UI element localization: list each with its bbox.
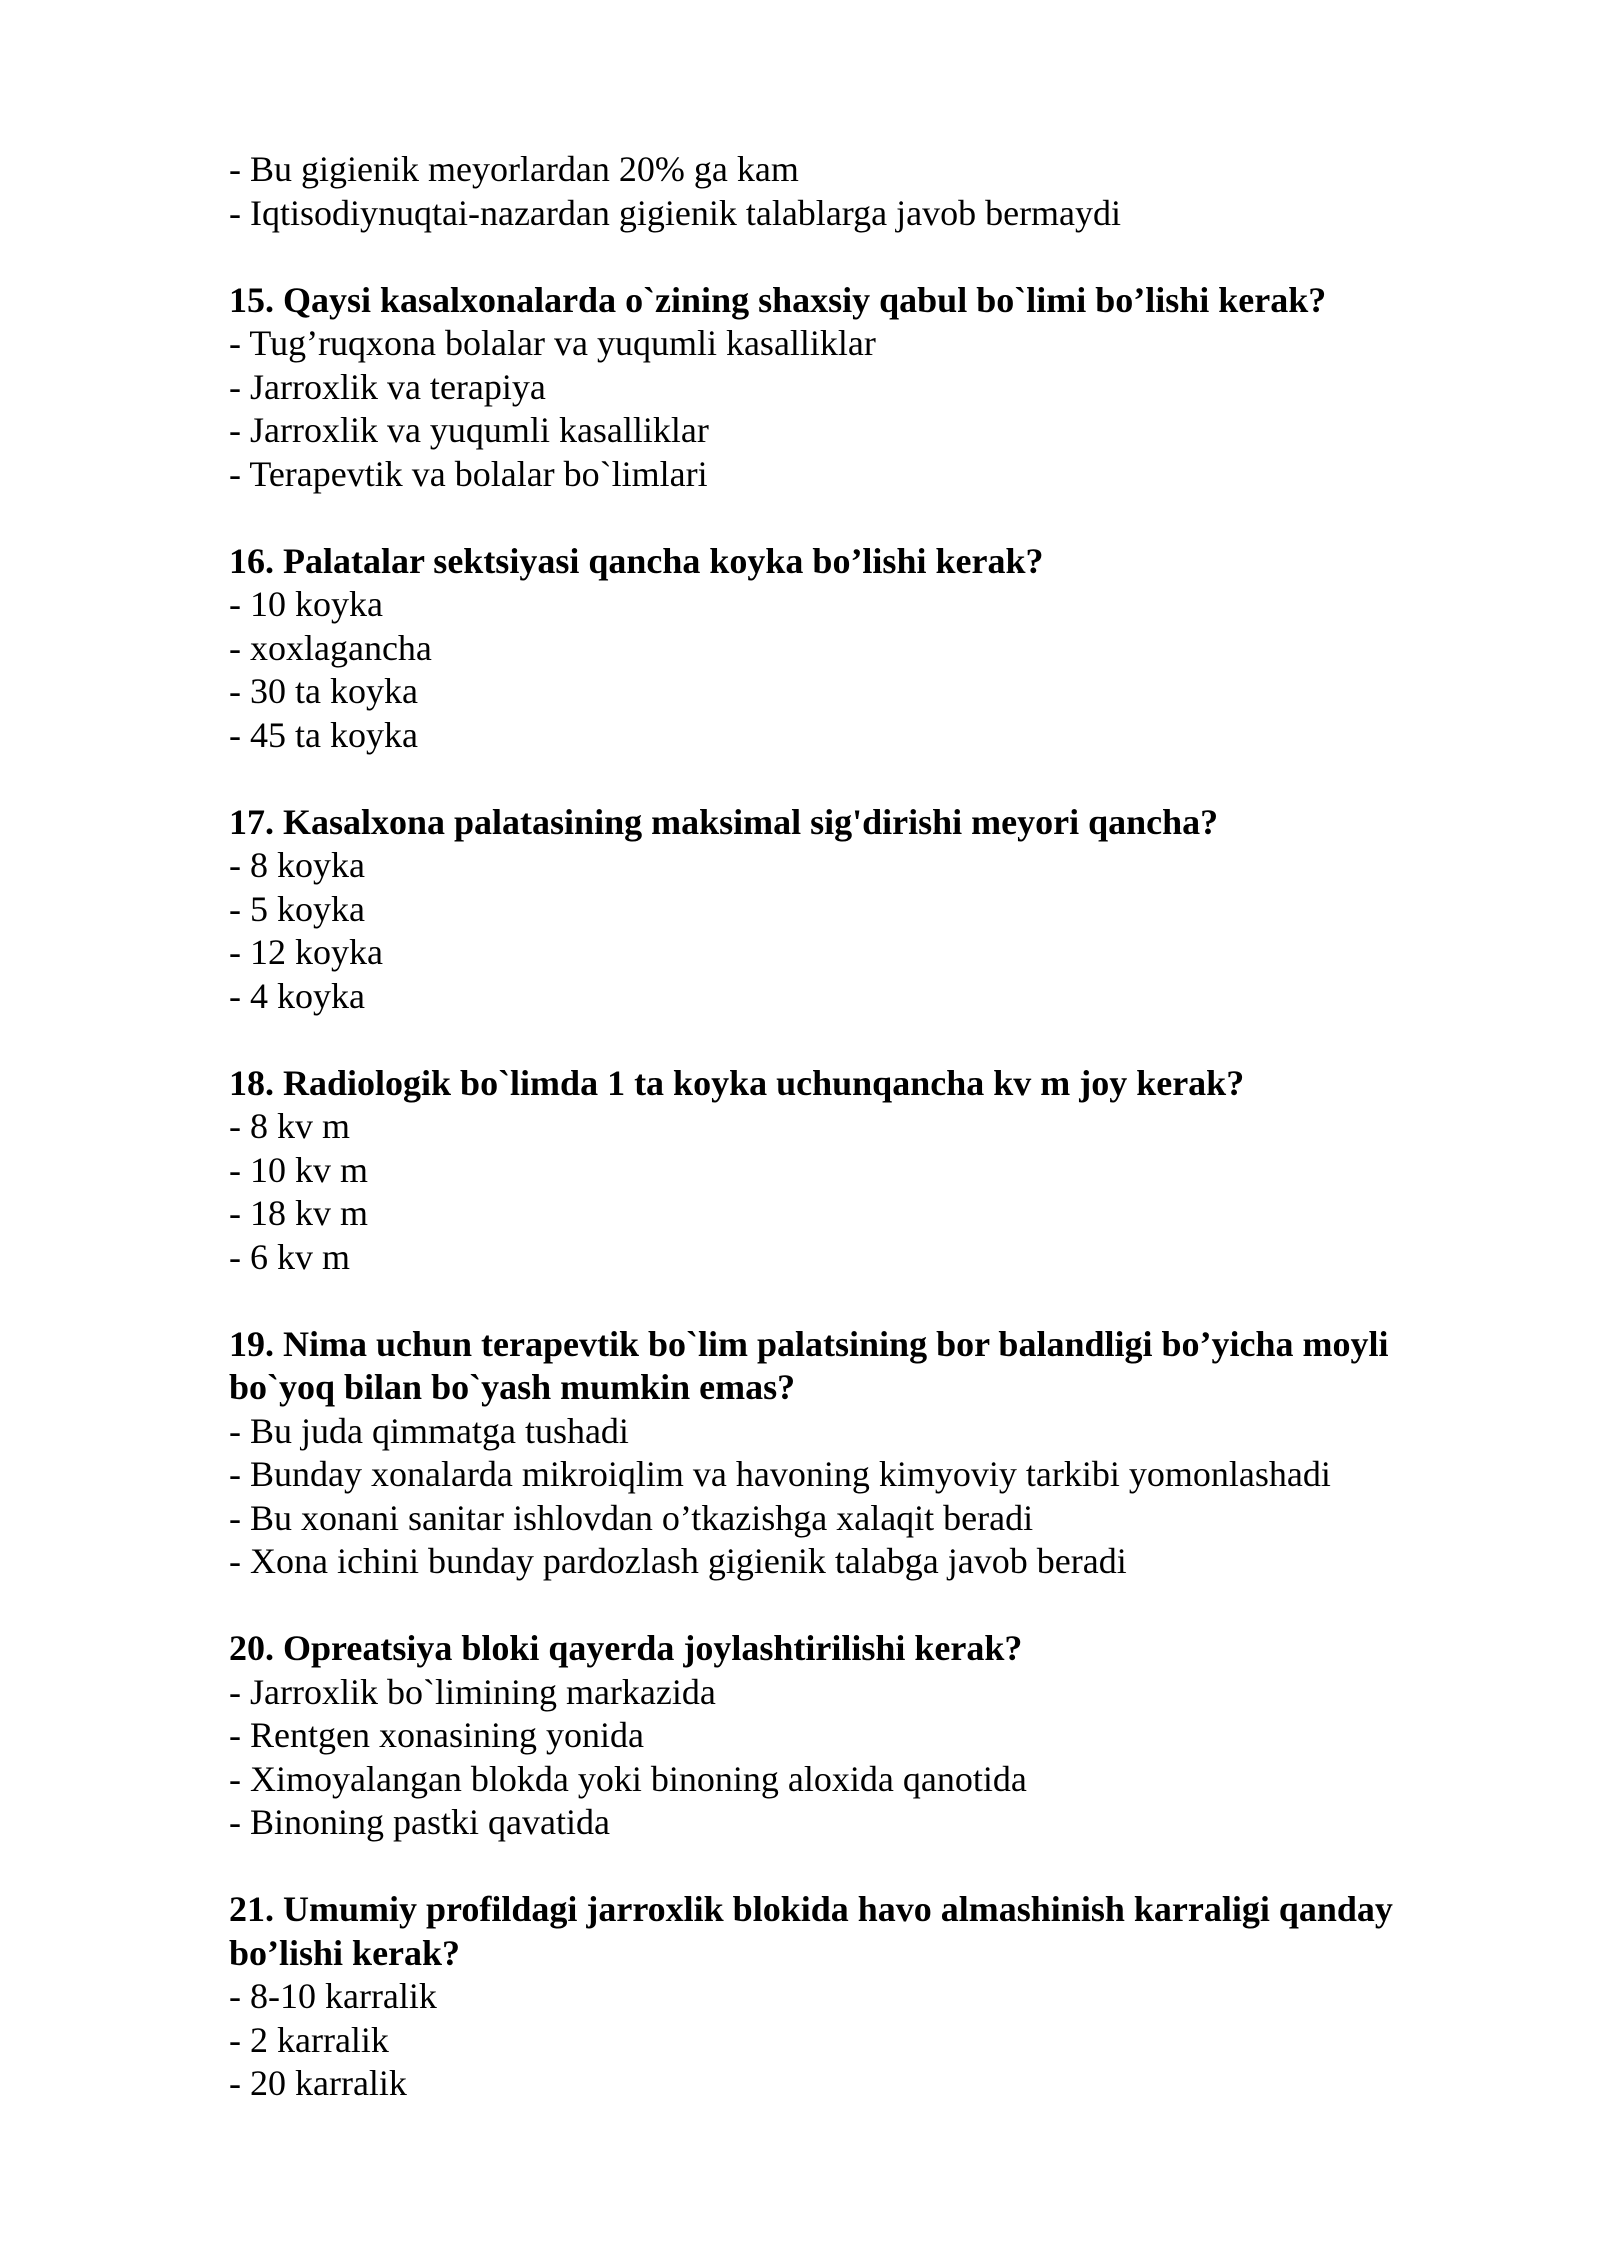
- option-line: - Binoning pastki qavatida: [229, 1802, 610, 1842]
- question-title-continued: bo`yoq bilan bo`yash mumkin emas?: [229, 1367, 796, 1407]
- option-line: - 4 koyka: [229, 975, 365, 1016]
- option-line: - 8 kv m: [229, 1106, 350, 1146]
- option-line: - Jarroxlik va yuqumli kasalliklar: [229, 410, 709, 450]
- question-block-21: [229, 1888, 1469, 2106]
- option-line: - Terapevtik va bolalar bo`limlari: [229, 453, 708, 494]
- option-line: - 30 ta koyka: [229, 671, 418, 711]
- option-line: - 45 ta koyka: [229, 714, 418, 755]
- option-line: - 18 kv m: [229, 1193, 368, 1233]
- question-title: 21. Umumiy profildagi jarroxlik blokida havo almashinish karraligi qanday: [229, 1889, 1393, 1929]
- question-block-19: [229, 1323, 1469, 1584]
- question-title: 17. Kasalxona palatasining maksimal sig'dirishi meyori qancha?: [229, 801, 1219, 842]
- question-block-16: [229, 540, 1469, 758]
- option-line: - Bunday xonalarda mikroiqlim va havoning kimyoviy tarkibi yomonlashadi: [229, 1454, 1331, 1494]
- question-block-15: [229, 279, 1469, 497]
- question-title-continued: bo’lishi kerak?: [229, 1932, 461, 1973]
- option-line: - Bu juda qimmatga tushadi: [229, 1410, 629, 1451]
- question-title: 16. Palatalar sektsiyasi qancha koyka bo’lishi kerak?: [229, 540, 1044, 581]
- option-line: - 10 koyka: [229, 584, 383, 624]
- option-line: - Jarroxlik va terapiya: [229, 366, 546, 407]
- option-line: - 20 karralik: [229, 2063, 407, 2103]
- option-line: - 8 koyka: [229, 845, 365, 885]
- option-line: - Rentgen xonasining yonida: [229, 1715, 644, 1755]
- option-line: - Xona ichini bunday pardozlash gigienik talabga javob beradi: [229, 1541, 1127, 1581]
- option-line: - 2 karralik: [229, 2019, 389, 2060]
- option-line: - 6 kv m: [229, 1236, 350, 1277]
- question-block-20: [229, 1627, 1469, 1845]
- option-line: - Iqtisodiynuqtai-nazardan gigienik talablarga javob bermaydi: [229, 192, 1122, 233]
- question-title: 15. Qaysi kasalxonalarda o`zining shaxsiy qabul bo`limi bo’lishi kerak?: [229, 279, 1327, 320]
- option-line: - Bu gigienik meyorlardan 20% ga kam: [229, 149, 799, 189]
- option-line: - 12 koyka: [229, 932, 383, 972]
- option-line: - Jarroxlik bo`limining markazida: [229, 1671, 716, 1712]
- option-line: - 10 kv m: [229, 1149, 368, 1190]
- document-page: [229, 148, 1469, 2149]
- question-title: 18. Radiologik bo`limda 1 ta koyka uchunqancha kv m joy kerak?: [229, 1062, 1245, 1103]
- option-line: - Tug’ruqxona bolalar va yuqumli kasalliklar: [229, 323, 876, 363]
- option-line: - xoxlagancha: [229, 627, 432, 668]
- question-title: 19. Nima uchun terapevtik bo`lim palatsining bor balandligi bo’yicha moyli: [229, 1323, 1389, 1364]
- option-line: - Bu xonani sanitar ishlovdan o’tkazishga xalaqit beradi: [229, 1497, 1034, 1538]
- question-title: 20. Opreatsiya bloki qayerda joylashtirilishi kerak?: [229, 1628, 1023, 1668]
- option-line: - Ximoyalangan blokda yoki binoning aloxida qanotida: [229, 1758, 1027, 1799]
- question-block-18: [229, 1062, 1469, 1280]
- option-line: - 5 koyka: [229, 888, 365, 929]
- intro-options: [229, 148, 1469, 235]
- question-block-17: [229, 801, 1469, 1019]
- option-line: - 8-10 karralik: [229, 1976, 437, 2016]
